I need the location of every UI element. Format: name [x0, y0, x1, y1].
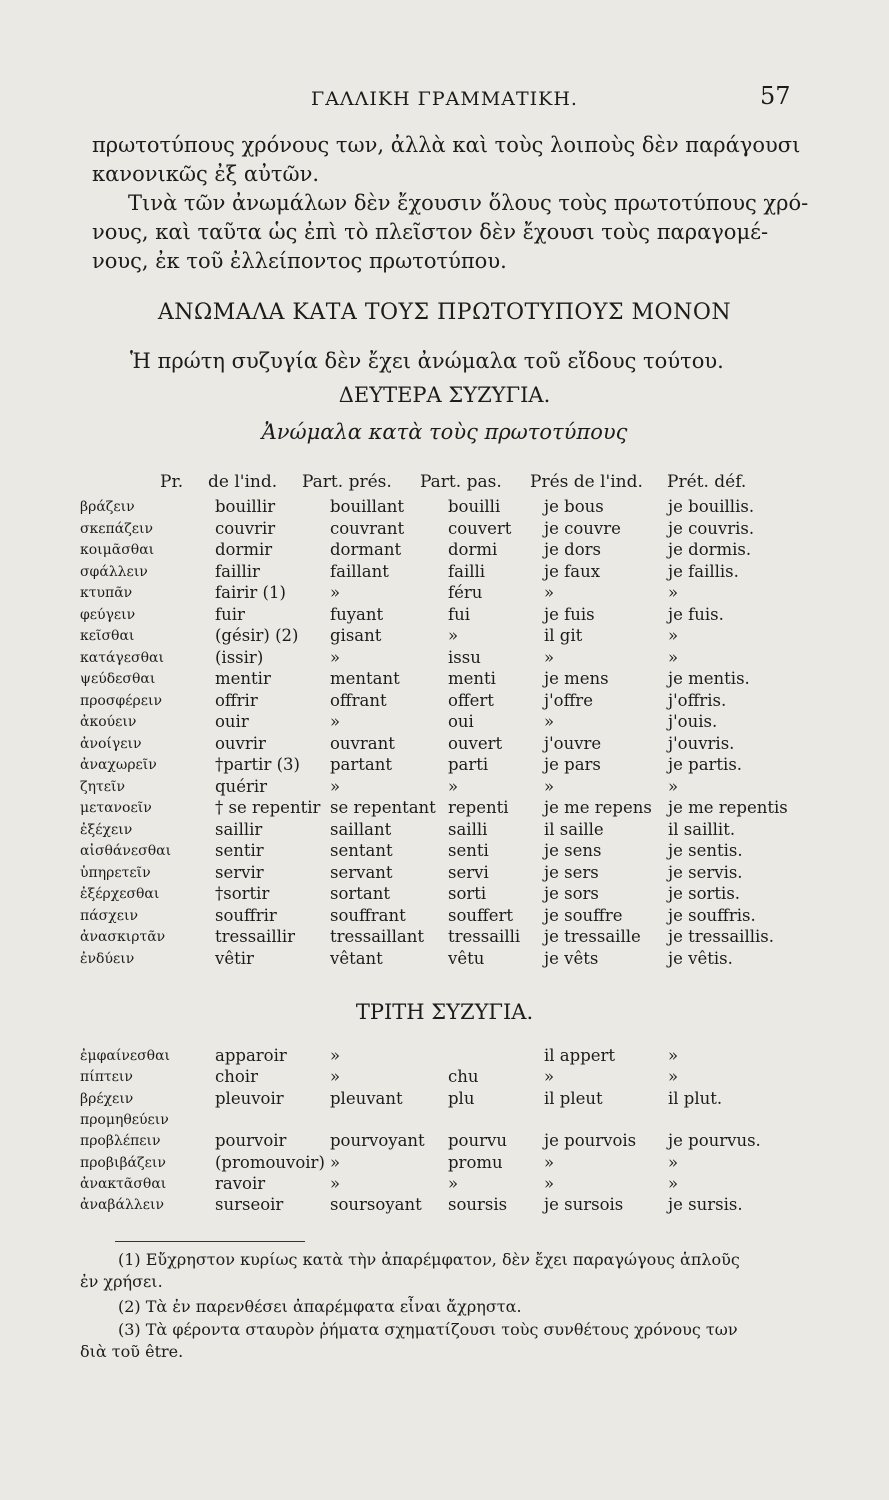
- greek-verb: ἐξέχειν: [80, 821, 133, 838]
- infinitive: mentir: [215, 669, 271, 688]
- preterite: je fuis.: [668, 604, 724, 624]
- greek-verb: ἀνασκιρτᾶν: [80, 929, 166, 945]
- present-indicative: »: [544, 1173, 555, 1193]
- past-participle: vêtu: [448, 948, 485, 968]
- present-indicative: j'ouvre: [544, 733, 602, 753]
- intro-line: νους, ἐκ τοῦ ἐλλείποντος πρωτοτύπου.: [92, 249, 507, 273]
- preterite: je vêtis.: [668, 948, 733, 968]
- preterite: j'ouvris.: [668, 733, 735, 753]
- table-row: [0, 949, 889, 970]
- preterite: je partis.: [668, 755, 743, 774]
- preterite: »: [668, 626, 679, 645]
- greek-verb: ἐμφαίνεσθαι: [80, 1048, 171, 1064]
- infinitive: surseoir: [215, 1195, 284, 1215]
- present-participle: couvrant: [330, 518, 405, 538]
- preterite: je dormis.: [668, 540, 752, 559]
- table-row: [0, 1067, 889, 1088]
- infinitive: sentir: [215, 841, 264, 860]
- present-participle: mentant: [330, 669, 400, 688]
- past-participle: tressailli: [448, 927, 521, 946]
- present-indicative: je sers: [544, 862, 599, 882]
- present-participle: »: [330, 1067, 341, 1087]
- present-participle: ouvrant: [330, 733, 395, 753]
- table-row: [0, 605, 889, 626]
- present-participle: »: [330, 1173, 341, 1193]
- present-indicative: je vêts: [544, 948, 599, 968]
- intro-line: κανονικῶς ἐξ αὐτῶν.: [92, 162, 320, 186]
- past-participle: »: [448, 1173, 459, 1193]
- past-participle: dormi: [448, 540, 498, 559]
- present-indicative: je couvre: [544, 518, 621, 538]
- present-participle: pleuvant: [330, 1088, 403, 1108]
- table-row: [0, 863, 889, 884]
- past-participle: fui: [448, 604, 471, 624]
- table-row: [0, 734, 889, 755]
- infinitive: saillir: [215, 819, 263, 839]
- present-participle: »: [330, 776, 341, 796]
- present-indicative: »: [544, 647, 555, 667]
- preterite: il plut.: [668, 1088, 723, 1108]
- present-indicative: je faux: [544, 561, 601, 581]
- past-participle: servi: [448, 862, 489, 882]
- present-participle: dormant: [330, 540, 402, 559]
- intro-line: πρωτοτύπους χρόνους των, ἀλλὰ καὶ τοὺς λοιποὺς δὲν παράγουσι: [92, 133, 801, 157]
- greek-verb: φεύγειν: [80, 606, 136, 623]
- footnote-divider: [115, 1241, 305, 1242]
- col-header-part-pas: Part. pas.: [420, 472, 502, 492]
- table-row: [0, 1089, 889, 1110]
- col-header-part-pres: Part. prés.: [302, 472, 392, 492]
- page-number: 57: [760, 82, 791, 110]
- greek-verb: προβιβάζειν: [80, 1154, 166, 1171]
- present-indicative: il appert: [544, 1046, 616, 1065]
- greek-verb: ζητεῖν: [80, 778, 125, 795]
- present-participle: se repentant: [330, 798, 436, 817]
- present-indicative: »: [544, 776, 555, 796]
- footnote: (1) Εὔχρηστον κυρίως κατὰ τὴν ἀπαρέμφατον, δὲν ἔχει παραγώγους ἁπλοῦς: [118, 1250, 740, 1269]
- greek-verb: προμηθεύειν: [80, 1111, 169, 1128]
- present-indicative: je bous: [544, 497, 604, 516]
- present-participle: »: [330, 1046, 341, 1065]
- footnote: ἐν χρήσει.: [80, 1272, 163, 1291]
- present-participle: offrant: [330, 690, 387, 710]
- present-participle: faillant: [330, 561, 389, 581]
- table-row: [0, 519, 889, 540]
- intro-line: νους, καὶ ταῦτα ὡς ἐπὶ τὸ πλεῖστον δὲν ἔχουσι τοὺς παραγομέ-: [92, 220, 769, 244]
- present-participle: vêtant: [330, 948, 383, 968]
- present-participle: tressaillant: [330, 927, 424, 946]
- col-header-pret-def: Prét. déf.: [667, 472, 747, 492]
- past-participle: senti: [448, 841, 489, 860]
- past-participle: ouvert: [448, 733, 503, 753]
- past-participle: chu: [448, 1067, 479, 1087]
- infinitive: bouillir: [215, 497, 276, 516]
- greek-verb: ὑπηρετεῖν: [80, 864, 151, 881]
- greek-verb: πίπτειν: [80, 1069, 133, 1086]
- preterite: je bouillis.: [668, 497, 755, 516]
- present-participle: souffrant: [330, 905, 406, 925]
- greek-verb: βρέχειν: [80, 1090, 134, 1107]
- table-row: [0, 691, 889, 712]
- infinitive: pleuvoir: [215, 1088, 284, 1108]
- infinitive: ravoir: [215, 1173, 266, 1193]
- past-participle: offert: [448, 690, 494, 710]
- greek-verb: σκεπάζειν: [80, 520, 154, 537]
- present-indicative: j'offre: [544, 690, 593, 710]
- table-row: [0, 927, 889, 948]
- table-row: [0, 648, 889, 669]
- present-participle: partant: [330, 755, 393, 774]
- table-row: [0, 1110, 889, 1131]
- past-participle: sailli: [448, 819, 488, 839]
- greek-verb: βράζειν: [80, 499, 135, 515]
- infinitive: ouvrir: [215, 733, 266, 753]
- col-header-infinitive: de l'ind.: [208, 472, 278, 492]
- preterite: »: [668, 1067, 679, 1087]
- present-indicative: je me repens: [544, 798, 652, 817]
- table-row: [0, 562, 889, 583]
- greek-verb: σφάλλειν: [80, 563, 148, 580]
- infinitive: tressaillir: [215, 927, 296, 946]
- present-participle: sortant: [330, 884, 391, 903]
- col-header-pr: Pr.: [160, 472, 184, 492]
- preterite: je sentis.: [668, 841, 743, 860]
- infinitive: servir: [215, 862, 264, 882]
- greek-verb: ἀνακτᾶσθαι: [80, 1175, 167, 1192]
- present-indicative: je pourvois: [544, 1131, 637, 1151]
- past-participle: plu: [448, 1088, 475, 1108]
- greek-verb: πάσχειν: [80, 907, 138, 924]
- past-participle: menti: [448, 669, 496, 688]
- infinitive: couvrir: [215, 518, 276, 538]
- col-header-pres-ind: Prés de l'ind.: [530, 472, 643, 492]
- present-participle: fuyant: [330, 604, 384, 624]
- greek-verb: μετανοεῖν: [80, 800, 152, 816]
- past-participle: oui: [448, 712, 474, 731]
- present-participle: sentant: [330, 841, 393, 860]
- preterite: je sursis.: [668, 1195, 743, 1215]
- preterite: »: [668, 776, 679, 796]
- table-row: [0, 777, 889, 798]
- greek-verb: κοιμᾶσθαι: [80, 542, 155, 558]
- preterite: je faillis.: [668, 561, 739, 581]
- table-row: [0, 820, 889, 841]
- present-indicative: je dors: [544, 540, 601, 559]
- past-participle: failli: [448, 561, 486, 581]
- table-row: [0, 712, 889, 733]
- infinitive: quérir: [215, 776, 268, 796]
- greek-verb: προβλέπειν: [80, 1133, 161, 1150]
- past-participle: couvert: [448, 518, 512, 538]
- table-row: [0, 755, 889, 776]
- table-row: [0, 1046, 889, 1067]
- past-participle: repenti: [448, 798, 509, 817]
- present-participle: »: [330, 712, 341, 731]
- past-participle: »: [448, 776, 459, 796]
- preterite: »: [668, 583, 679, 602]
- present-participle: gisant: [330, 626, 382, 645]
- preterite: je me repentis: [668, 798, 788, 817]
- preterite: il saillit.: [668, 819, 736, 839]
- past-participle: »: [448, 626, 459, 645]
- past-participle: sorti: [448, 884, 487, 903]
- table-row: [0, 497, 889, 518]
- table-row: [0, 906, 889, 927]
- greek-verb: προσφέρειν: [80, 692, 162, 709]
- second-conjugation-subheading: Ἀνώμαλα κατὰ τοὺς πρωτοτύπους: [261, 420, 628, 444]
- present-indicative: je fuis: [544, 604, 595, 624]
- preterite: je mentis.: [668, 669, 750, 688]
- infinitive: faillir: [215, 561, 260, 581]
- preterite: je tressaillis.: [668, 927, 775, 946]
- infinitive: souffrir: [215, 905, 277, 925]
- preterite: »: [668, 647, 679, 667]
- present-participle: »: [330, 583, 341, 602]
- infinitive: vêtir: [215, 948, 254, 968]
- past-participle: souffert: [448, 905, 514, 925]
- table-row: [0, 1153, 889, 1174]
- preterite: »: [668, 1173, 679, 1193]
- present-indicative: je sursois: [544, 1195, 624, 1215]
- present-participle: saillant: [330, 819, 392, 839]
- infinitive: offrir: [215, 690, 258, 710]
- infinitive: fairir (1): [215, 583, 286, 602]
- infinitive: pourvoir: [215, 1131, 287, 1151]
- past-participle: bouilli: [448, 497, 501, 516]
- present-indicative: »: [544, 1067, 555, 1087]
- running-header: ΓΑΛΛΙΚΗ ΓΡΑΜΜΑΤΙΚΗ.: [311, 88, 578, 110]
- present-indicative: »: [544, 583, 555, 602]
- infinitive: choir: [215, 1067, 258, 1087]
- infinitive: †partir (3): [215, 755, 300, 774]
- past-participle: soursis: [448, 1195, 508, 1215]
- preterite: »: [668, 1152, 679, 1172]
- table-row: [0, 841, 889, 862]
- present-participle: »: [330, 647, 341, 667]
- table-row: [0, 1131, 889, 1152]
- present-indicative: il git: [544, 626, 583, 645]
- present-participle: pourvoyant: [330, 1131, 425, 1151]
- present-indicative: il pleut: [544, 1088, 603, 1108]
- preterite: je sortis.: [668, 884, 741, 903]
- present-indicative: je tressaille: [544, 927, 641, 946]
- second-conjugation-heading: ΔΕΥΤΕΡΑ ΣΥΖΥΓΙΑ.: [338, 383, 551, 407]
- past-participle: féru: [448, 583, 483, 602]
- past-participle: issu: [448, 647, 481, 667]
- third-conjugation-heading: ΤΡΙΤΗ ΣΥΖΥΓΙΑ.: [355, 1000, 534, 1024]
- infinitive: dormir: [215, 540, 273, 559]
- infinitive: ouir: [215, 712, 249, 731]
- greek-verb: ἀνοίγειν: [80, 735, 142, 752]
- greek-verb: ἀκούειν: [80, 714, 137, 730]
- greek-verb: κτυπᾶν: [80, 585, 133, 601]
- present-indicative: il saille: [544, 819, 604, 839]
- infinitive: apparoir: [215, 1046, 287, 1065]
- table-row: [0, 1174, 889, 1195]
- present-indicative: je souffre: [544, 905, 623, 925]
- present-participle: servant: [330, 862, 393, 882]
- table-row: [0, 669, 889, 690]
- footnote: (3) Τὰ φέροντα σταυρὸν ῥήματα σχηματίζουσι τοὺς συνθέτους χρόνους των: [118, 1320, 738, 1339]
- infinitive: (gésir) (2): [215, 626, 299, 645]
- present-indicative: je sors: [544, 884, 599, 903]
- past-participle: parti: [448, 755, 489, 774]
- preterite: je couvris.: [668, 518, 755, 538]
- table-row: [0, 583, 889, 604]
- greek-verb: ψεύδεσθαι: [80, 671, 156, 687]
- table-row: [0, 540, 889, 561]
- present-indicative: je mens: [544, 669, 609, 688]
- table-row: [0, 884, 889, 905]
- infinitive: (promouvoir): [215, 1152, 325, 1172]
- infinitive: (issir): [215, 647, 264, 667]
- first-conjugation-note: Ἡ πρώτη συζυγία δὲν ἔχει ἀνώμαλα τοῦ εἴδους τούτου.: [130, 349, 724, 373]
- present-participle: »: [330, 1152, 341, 1172]
- greek-verb: ἐνδύειν: [80, 950, 135, 967]
- table-row: [0, 798, 889, 819]
- infinitive: † se repentir: [215, 798, 321, 817]
- greek-verb: κεῖσθαι: [80, 628, 135, 644]
- greek-verb: ἐξέρχεσθαι: [80, 886, 160, 902]
- greek-verb: αἰσθάνεσθαι: [80, 843, 172, 859]
- present-indicative: »: [544, 712, 555, 731]
- present-indicative: »: [544, 1152, 555, 1172]
- greek-verb: κατάγεσθαι: [80, 649, 164, 666]
- preterite: je souffris.: [668, 905, 756, 925]
- section-heading: ΑΝΩΜΑΛΑ ΚΑΤΑ ΤΟΥΣ ΠΡΩΤΟΤΥΠΟΥΣ ΜΟΝΟΝ: [157, 300, 732, 325]
- preterite: je servis.: [668, 862, 743, 882]
- table-row: [0, 1195, 889, 1216]
- footnote: διὰ τοῦ être.: [80, 1342, 184, 1361]
- present-indicative: je pars: [544, 755, 601, 774]
- table-column-headers: [0, 472, 889, 494]
- present-participle: soursoyant: [330, 1195, 422, 1215]
- infinitive: †sortir: [215, 884, 270, 903]
- preterite: je pourvus.: [668, 1131, 761, 1151]
- infinitive: fuir: [215, 604, 245, 624]
- past-participle: promu: [448, 1152, 503, 1172]
- present-indicative: je sens: [544, 841, 602, 860]
- greek-verb: ἀναχωρεῖν: [80, 757, 157, 773]
- past-participle: pourvu: [448, 1131, 507, 1151]
- table-row: [0, 626, 889, 647]
- present-participle: bouillant: [330, 497, 405, 516]
- intro-line: Τινὰ τῶν ἀνωμάλων δὲν ἔχουσιν ὅλους τοὺς πρωτοτύπους χρό-: [128, 191, 809, 215]
- preterite: j'ouis.: [668, 712, 718, 731]
- greek-verb: ἀναβάλλειν: [80, 1197, 164, 1214]
- preterite: »: [668, 1046, 679, 1065]
- preterite: j'offris.: [668, 690, 727, 710]
- footnote: (2) Τὰ ἐν παρενθέσει ἀπαρέμφατα εἶναι ἄχρηστα.: [118, 1297, 522, 1316]
